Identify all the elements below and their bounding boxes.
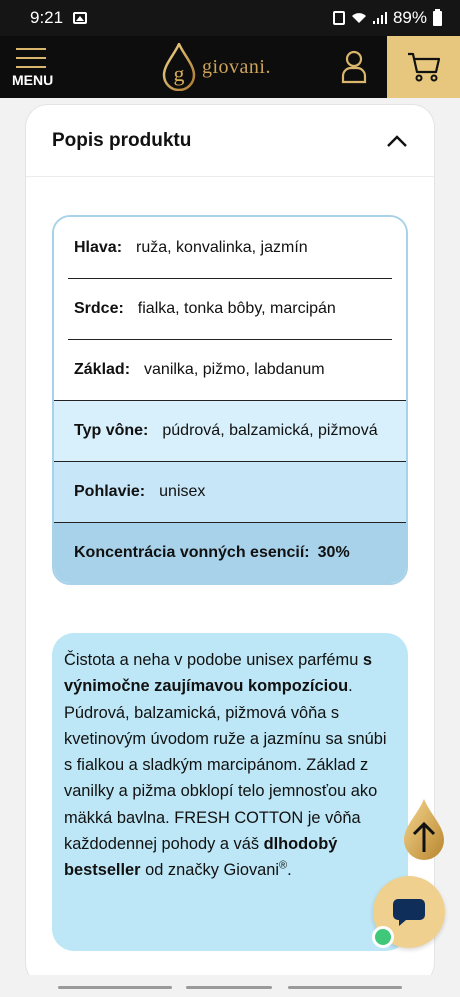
menu-label: MENU <box>12 72 54 88</box>
battery-icon <box>433 11 442 26</box>
account-icon[interactable] <box>340 50 368 84</box>
desc-bold: s výnimočne zaujímavou kompozíciou <box>64 651 372 696</box>
logo-drop-icon <box>162 43 196 91</box>
note-key: Koncentrácia vonných esencií: <box>74 544 310 561</box>
note-key: Pohlavie: <box>74 483 146 500</box>
note-value: 30% <box>317 544 350 561</box>
chevron-up-icon[interactable] <box>386 134 408 148</box>
menu-button[interactable] <box>10 48 54 92</box>
note-key: Typ vône: <box>74 422 149 439</box>
desc-text: . <box>287 861 292 880</box>
system-nav-bar <box>0 975 460 997</box>
site-header <box>0 36 460 98</box>
gallery-icon <box>73 12 87 24</box>
note-value: púdrová, balzamická, pižmová <box>162 422 378 439</box>
desc-text: Čistota a neha v podobe unisex parfému <box>64 651 359 669</box>
section-title: Popis produktu <box>52 129 192 151</box>
nfc-icon <box>333 11 345 25</box>
note-key: Hlava: <box>74 238 123 256</box>
nav-home-handle[interactable] <box>186 986 272 989</box>
battery-percent: 89% <box>392 8 427 27</box>
note-row-gender <box>54 461 406 522</box>
note-value: vanilka, pižmo, labdanum <box>144 360 325 378</box>
scroll-to-top-button[interactable] <box>402 798 446 862</box>
status-icons <box>333 8 442 28</box>
accordion-header[interactable] <box>26 105 434 177</box>
note-row-heart <box>54 278 406 339</box>
logo-letter: g <box>173 61 185 86</box>
note-key: Srdce: <box>74 299 124 317</box>
product-description-card <box>26 105 434 985</box>
online-status-dot <box>372 926 394 948</box>
note-row-concentration <box>54 522 406 583</box>
note-row-base <box>54 339 406 400</box>
logo-text: giovani. <box>202 55 271 78</box>
desc-text: od značky Giovani <box>145 861 280 880</box>
note-key: Základ: <box>74 360 131 378</box>
note-value: unisex <box>159 483 206 500</box>
desc-text: . Púdrová, balzamická, pižmová vôňa s kvetinovým úvodom ruže a jazmínu sa snúbi s fialkou a sladkým marcipánom. Základ z vanilky a pižma obklopí telo jemnosťou ako mäkká bavlna. FRESH COTTON je vôňa každodennej pohody a váš <box>64 677 387 854</box>
fragrance-notes-table <box>52 215 408 585</box>
cart-button[interactable] <box>387 36 460 98</box>
chat-bubble-icon <box>392 897 426 927</box>
status-bar <box>0 0 460 36</box>
note-value: fialka, tonka bôby, marcipán <box>137 299 336 317</box>
signal-icon <box>373 12 387 24</box>
logo[interactable] <box>162 42 271 92</box>
hamburger-icon <box>16 48 46 75</box>
cart-icon <box>407 52 441 82</box>
desc-bold: dlhodobý bestseller <box>64 835 338 880</box>
note-row-type <box>54 400 406 461</box>
nav-back-handle[interactable] <box>288 986 402 989</box>
note-value: ruža, konvalinka, jazmín <box>136 238 308 256</box>
wifi-icon <box>351 12 367 24</box>
product-description-text <box>52 633 408 951</box>
nav-recent-handle[interactable] <box>58 986 172 989</box>
status-time: 9:21 <box>30 8 64 27</box>
note-row-head <box>54 217 406 278</box>
registered-mark: ® <box>279 859 288 872</box>
